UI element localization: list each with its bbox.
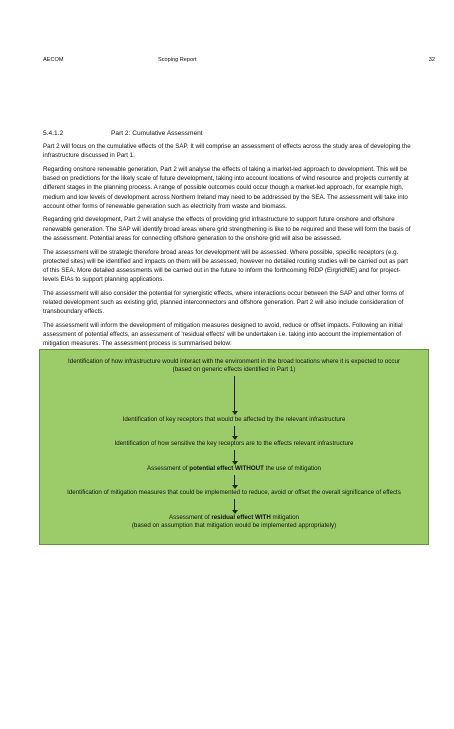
step-text-part: the use of mitigation [263, 465, 321, 472]
step-text: Identification of how sensitive the key receptors are to the effects relevant infrastructure [114, 440, 354, 447]
section-heading [43, 130, 203, 137]
flow-arrow [234, 475, 235, 485]
step-text: Identification of key receptors that would be affected by the relevant infrastructure [122, 416, 346, 423]
step-text-part: mitigation [270, 514, 299, 521]
header-page-number: 32 [428, 57, 435, 63]
paragraph: Regarding onshore renewable generation, Part 2 will analyse the effects of taking a market-led approach to development. This will be based on predictions for the likely scale of future development, taking into account locations of wind resource and projects currently at different stages in the planning process. A range of possible outcomes could occur though a market-led approach, for example high, medium and low levels of development across Northern Ireland may need to be addressed by the SEA. The assessment will take into account other forms of renewable generation such as electricity from waste and biomass. [43, 165, 409, 210]
header-report-title: Scoping Report [158, 57, 197, 63]
body-text [43, 142, 413, 353]
process-step-3 [40, 440, 428, 448]
header-company: AECOM [43, 57, 64, 63]
process-step-5 [40, 489, 428, 497]
step-text [40, 514, 428, 522]
step-text-emphasis: potential effect WITHOUT [189, 465, 264, 472]
section-number: 5.4.1.2 [43, 130, 64, 137]
process-step-1 [40, 358, 428, 375]
flow-arrow [234, 499, 235, 510]
process-step-2 [40, 416, 428, 424]
flow-arrow [234, 376, 235, 411]
process-step-6 [40, 514, 428, 531]
flow-arrow [234, 426, 235, 436]
step-text: Identification of mitigation measures that could be implemented to reduce, avoid or offset the overall significance of effects [67, 489, 401, 496]
paragraph: The assessment will also consider the potential for synergistic effects, where interactions occur between the SAP and other forms of related development such as existing grid, planned interconnectors and offshore generation. Part 2 will also include consideration of transboundary effects. [43, 289, 404, 316]
step-text: Identification of how infrastructure would interact with the environment in the broad locations where it is expected to occur [68, 358, 400, 365]
page-header [43, 57, 435, 67]
process-step-4 [40, 465, 428, 473]
step-text-part: Assessment of [169, 514, 212, 521]
paragraph: Regarding grid development, Part 2 will analyse the effects of providing grid infrastructure to support future onshore and offshore renewable generation. The SAP will identify broad areas where grid strengthening is like to be required and these will form the basis of the assessment. Potential areas for connecting offshore generation to the onshore grid will also be assessed. [43, 216, 411, 242]
step-subtext: (based on generic effects identified in Part 1) [172, 366, 296, 374]
section-title: Part 2: Cumulative Assessment [111, 130, 203, 137]
step-text-emphasis: residual effect WITH [211, 514, 271, 521]
step-text [40, 465, 428, 473]
paragraph: The assessment will be strategic therefore broad areas for development will be assessed. Where possible, specific receptors (e.g. protected sites) will be identified and impacts on them will be assessed, however no detailed routing studies will be carried out as part of this SEA. More detailed assessments will be carried out in the future to inform the forthcoming RIDP (EirgridNIE) and for project-levels EIAs to support planning applications. [43, 248, 408, 284]
flow-arrow [234, 450, 235, 461]
step-subtext: (based on assumption that mitigation would be implemented appropriately) [131, 522, 337, 530]
paragraph: Part 2 will focus on the cumulative effects of the SAP. It will comprise an assessment of effects across the study area of developing the infrastructure discussed in Part 1. [43, 143, 411, 160]
step-text-part: Assessment of [146, 465, 190, 472]
assessment-process-diagram [39, 349, 429, 545]
paragraph: The assessment will inform the development of mitigation measures designed to avoid, reduce or offset impacts. Following an initial assessment of potential effects, an assessment of 'residual effects' will be undertaken i.e. taking into account the implementation of mitigation measures. The assessment process is summarised below: [43, 321, 403, 348]
